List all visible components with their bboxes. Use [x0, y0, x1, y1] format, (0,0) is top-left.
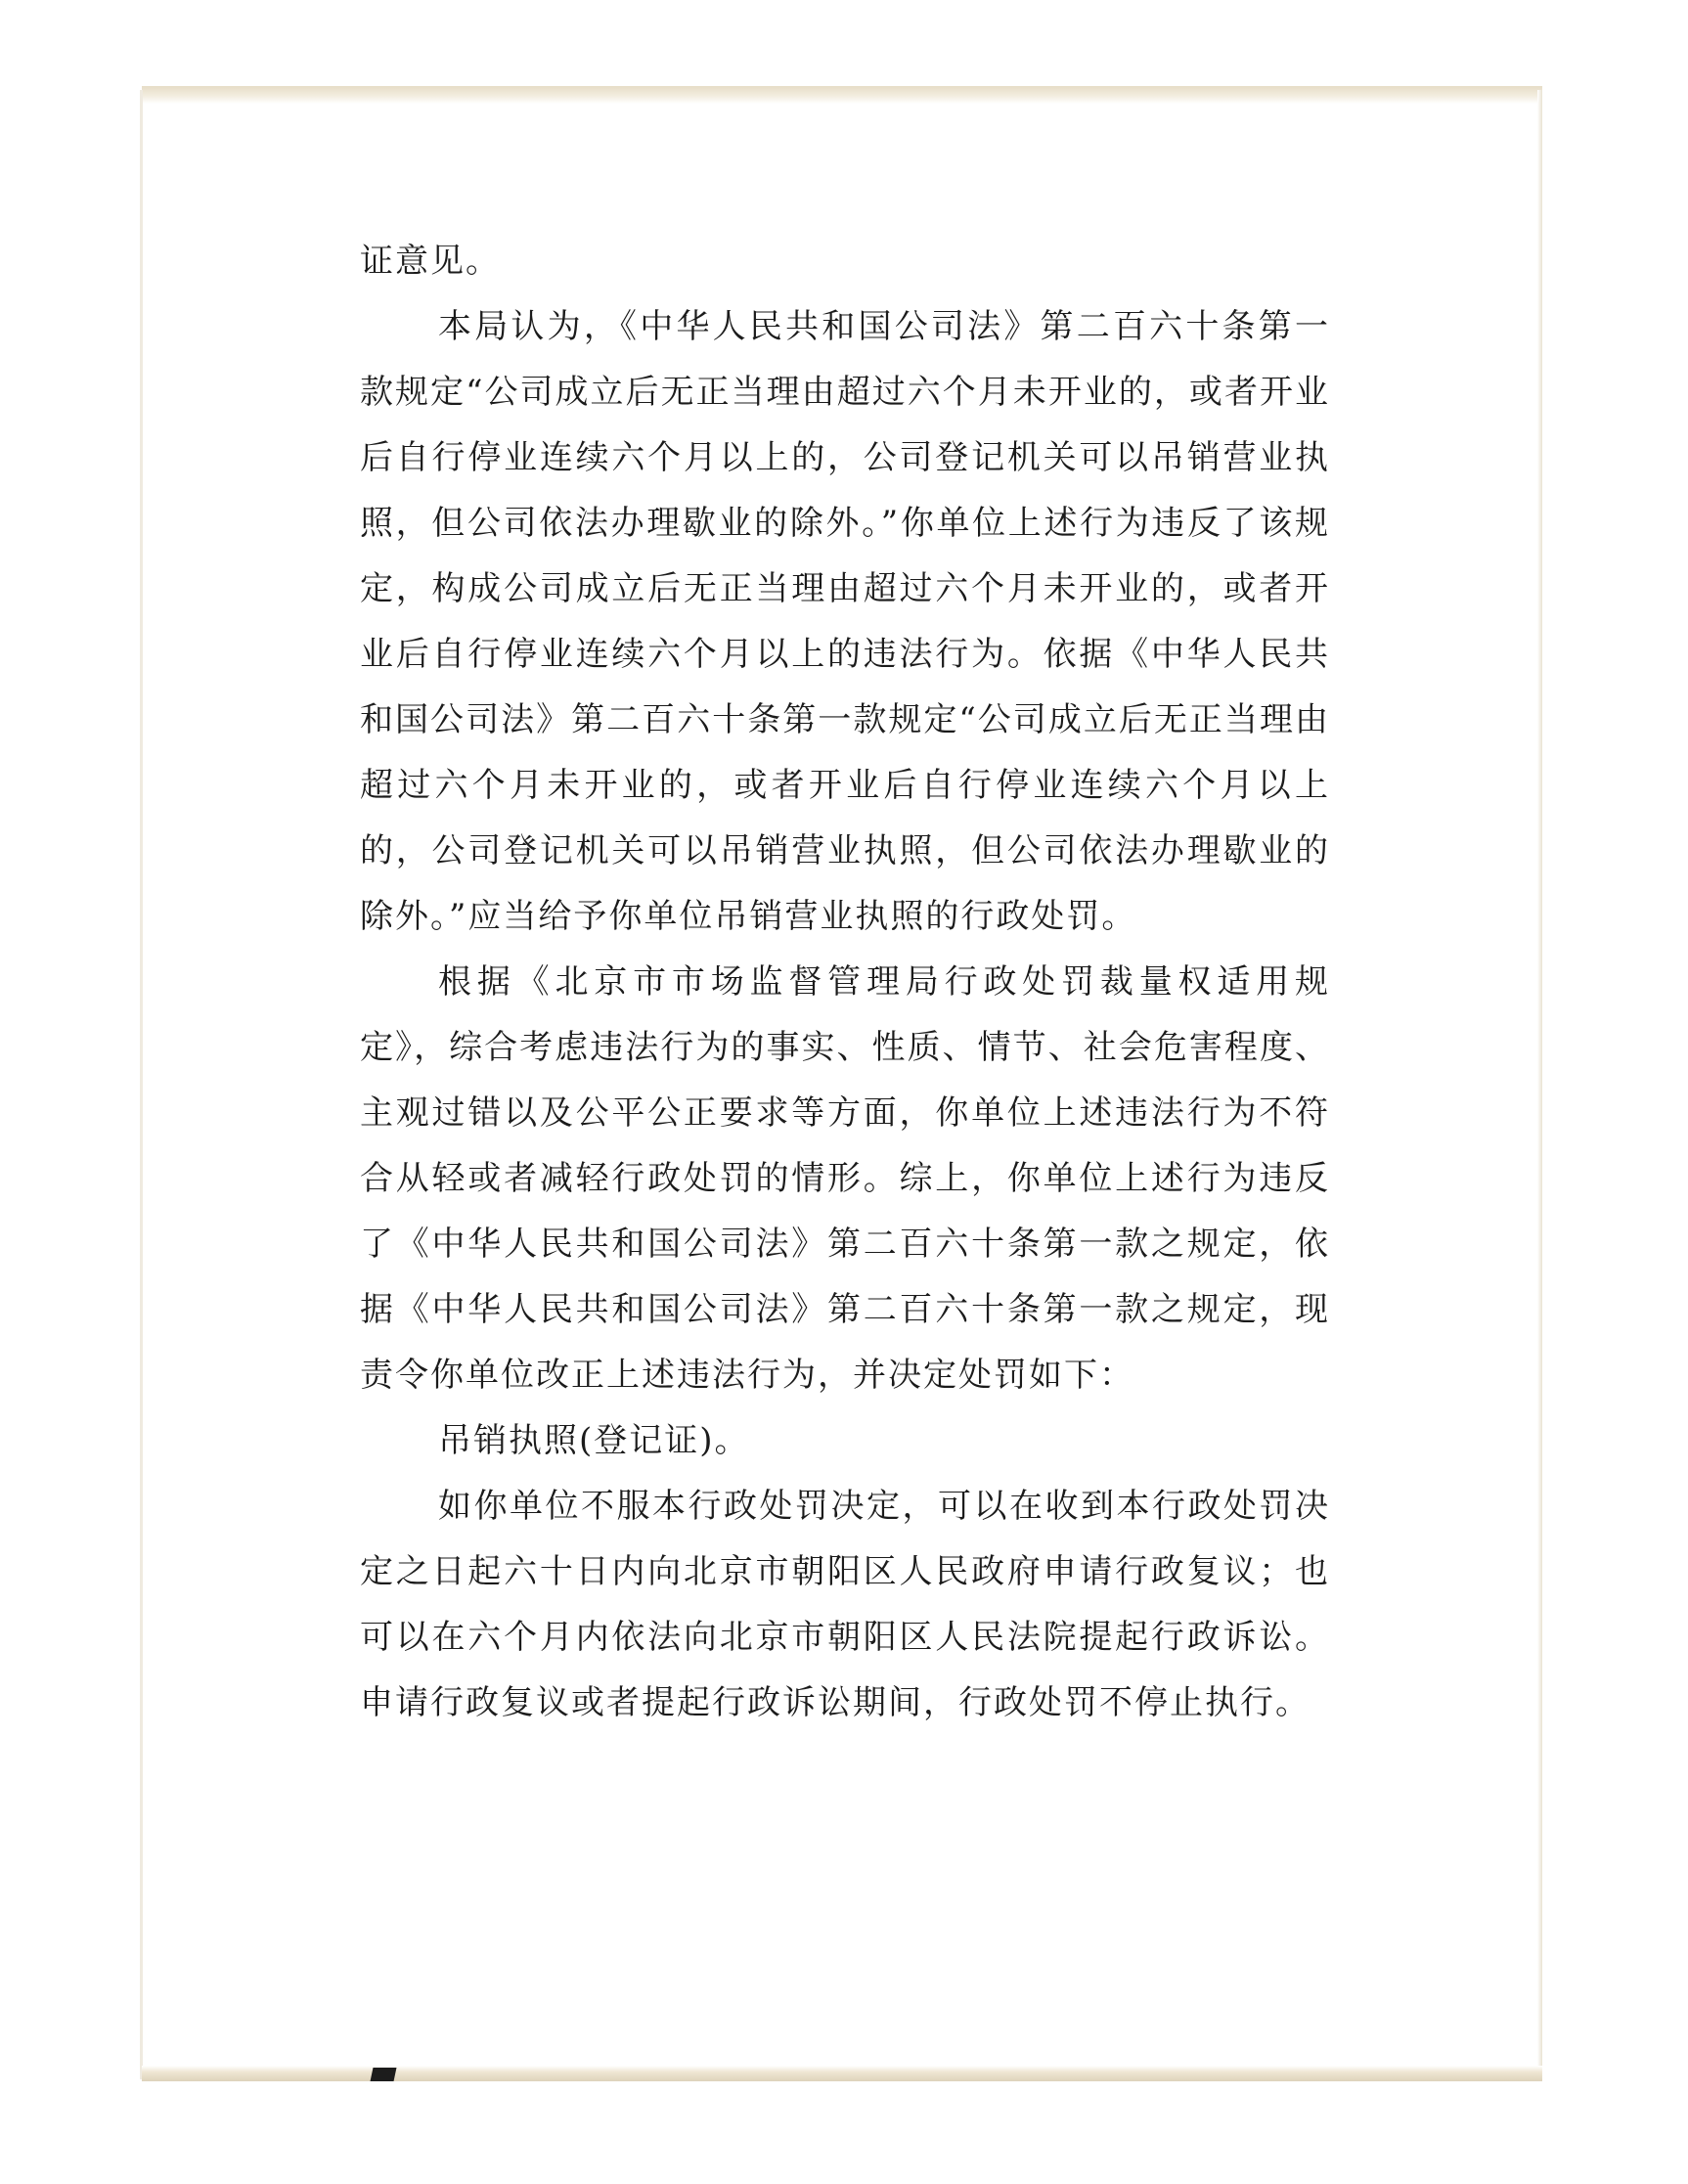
- binding-clip-mark: [371, 2068, 397, 2081]
- paragraph-continuation: 证意见。: [360, 242, 501, 281]
- scan-page-edge-bottom: [142, 2066, 1542, 2081]
- paragraph-appeal-rights: 如你单位不服本行政处罚决定，可以在收到本行政处罚决定之日起六十日内向北京市朝阳区人民政府申请行政复议；也可以在六个月内依法向北京市朝阳区人民法院提起行政诉讼。申请行政复议或者提起行政诉讼期间，行政处罚不停止执行。: [360, 1487, 1330, 1722]
- paragraph-discretion: 根据《北京市市场监督管理局行政处罚裁量权适用规定》，综合考虑违法行为的事实、性质、情节、社会危害程度、主观过错以及公平公正要求等方面，你单位上述违法行为不符合从轻或者减轻行政处罚的情形。综上，你单位上述行为违反了《中华人民共和国公司法》第二百六十条第一款之规定，依据《中华人民共和国公司法》第二百六十条第一款之规定，现责令你单位改正上述违法行为，并决定处罚如下：: [360, 962, 1330, 1395]
- scan-page-edge-right: [1537, 90, 1542, 2079]
- paragraph-penalty: 吊销执照(登记证)。: [438, 1421, 750, 1460]
- scan-page-edge-top: [142, 86, 1542, 104]
- document-body: [360, 229, 1330, 1736]
- paragraph-legal-basis: 本局认为，《中华人民共和国公司法》第二百六十条第一款规定“公司成立后无正当理由超过六个月未开业的，或者开业后自行停业连续六个月以上的，公司登记机关可以吊销营业执照，但公司依法办理歇业的除外。”你单位上述行为违反了该规定，构成公司成立后无正当理由超过六个月未开业的，或者开业后自行停业连续六个月以上的违法行为。依据《中华人民共和国公司法》第二百六十条第一款规定“公司成立后无正当理由超过六个月未开业的，或者开业后自行停业连续六个月以上的，公司登记机关可以吊销营业执照，但公司依法办理歇业的除外。”应当给予你单位吊销营业执照的行政处罚。: [360, 307, 1330, 936]
- scan-page-edge-left: [140, 90, 143, 2079]
